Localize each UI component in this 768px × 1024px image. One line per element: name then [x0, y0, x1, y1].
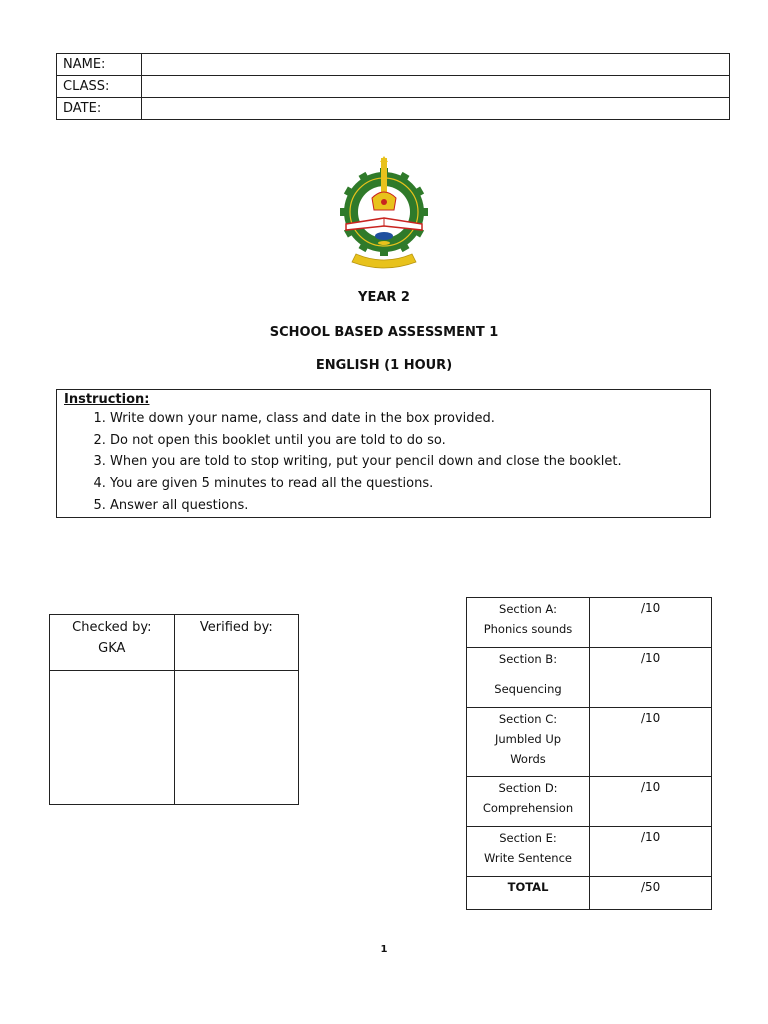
score-row [467, 598, 712, 648]
section-topic: Comprehension [482, 801, 574, 815]
class-row [57, 76, 730, 98]
score-row [467, 777, 712, 827]
assessment-title: SCHOOL BASED ASSESSMENT 1 [269, 325, 499, 340]
subject-title: ENGLISH (1 HOUR) [315, 358, 453, 373]
page-number: 1 [380, 944, 388, 955]
verified-by-label: Verified by: [199, 620, 273, 635]
instructions-box [56, 389, 711, 518]
total-marks[interactable]: /50 [590, 877, 712, 910]
instructions-list [64, 408, 703, 517]
section-name: Section E: [499, 831, 557, 845]
total-row [467, 877, 712, 910]
verified-signature-area[interactable] [174, 671, 298, 805]
checked-by-label: Checked by: [72, 620, 152, 635]
date-field[interactable] [142, 98, 730, 120]
instruction-item: 4. You are given 5 minutes to read all the questions. [110, 473, 703, 495]
section-marks[interactable]: /10 [590, 777, 712, 827]
name-label: NAME: [57, 54, 142, 76]
score-row [467, 827, 712, 877]
score-row [467, 708, 712, 777]
instruction-item: 2. Do not open this booklet until you are told to do so. [110, 430, 703, 452]
total-label: TOTAL [467, 877, 590, 910]
checked-by-value: GKA [98, 641, 126, 656]
section-cell [467, 777, 590, 827]
score-table [466, 597, 712, 910]
school-crest-icon [336, 156, 432, 274]
section-name: Section D: [498, 781, 558, 795]
date-row [57, 98, 730, 120]
section-cell [467, 708, 590, 777]
name-row [57, 54, 730, 76]
score-row [467, 648, 712, 708]
section-marks[interactable]: /10 [590, 598, 712, 648]
section-name: Section C: [498, 712, 558, 726]
section-cell [467, 648, 590, 708]
section-name: Section B: [498, 652, 558, 666]
instruction-item: 5. Answer all questions. [110, 495, 703, 517]
section-name: Section A: [499, 602, 557, 616]
section-marks[interactable]: /10 [590, 827, 712, 877]
student-info-table [56, 53, 730, 120]
section-topic-cont: Words [510, 752, 546, 766]
class-label: CLASS: [57, 76, 142, 98]
class-field[interactable] [142, 76, 730, 98]
checked-by-cell [50, 615, 175, 671]
section-topic: Jumbled Up [494, 732, 562, 746]
section-cell [467, 598, 590, 648]
section-marks[interactable]: /10 [590, 648, 712, 708]
checked-verified-table [49, 614, 299, 805]
checked-signature-area[interactable] [50, 671, 175, 805]
section-cell [467, 827, 590, 877]
section-topic: Phonics sounds [483, 622, 573, 636]
instruction-item: 1. Write down your name, class and date in the box provided. [110, 408, 703, 430]
section-marks[interactable]: /10 [590, 708, 712, 777]
instructions-heading: Instruction: [64, 392, 150, 407]
section-topic: Write Sentence [484, 851, 572, 865]
date-label: DATE: [57, 98, 142, 120]
instruction-item: 3. When you are told to stop writing, put your pencil down and close the booklet. [110, 451, 703, 473]
verified-by-cell [174, 615, 298, 671]
section-topic: Sequencing [494, 682, 562, 696]
year-title: YEAR 2 [358, 290, 410, 305]
name-field[interactable] [142, 54, 730, 76]
